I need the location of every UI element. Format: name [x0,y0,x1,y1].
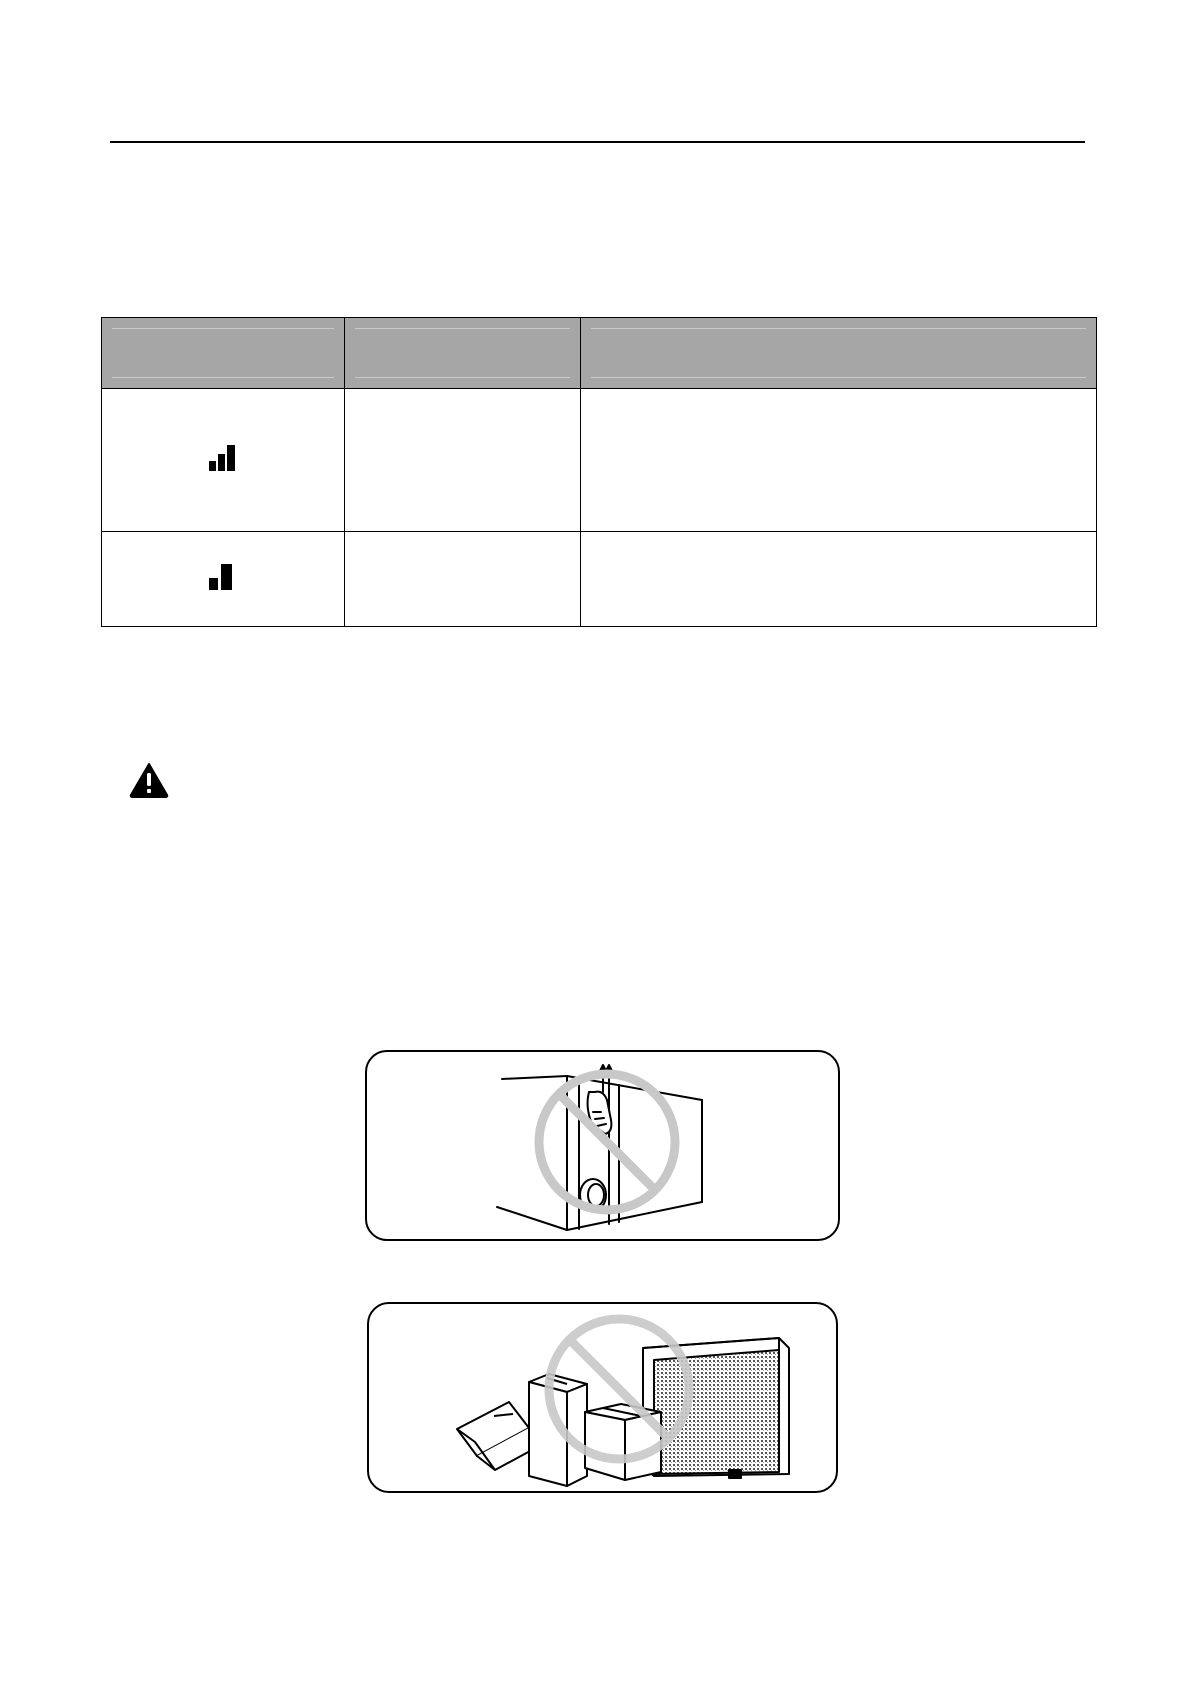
icon-cell [102,389,345,532]
mode-cell [345,389,581,532]
fan-speed-low-icon [209,564,237,590]
hand-touching-unit-icon [367,1052,838,1239]
header-rule [110,141,1085,143]
boxes-blocking-unit-icon [369,1304,836,1491]
description-cell [581,532,1097,627]
figure-do-not-block [367,1302,838,1493]
fan-mode-table [101,317,1097,627]
fan-speed-high-icon [209,445,237,471]
table-row [102,532,1097,627]
table-header-cell [345,318,581,389]
description-cell [581,389,1097,532]
table-row [102,389,1097,532]
table-header-row [102,318,1097,389]
figure-do-not-touch [365,1050,840,1241]
table-header-cell [102,318,345,389]
mode-cell [345,532,581,627]
icon-cell [102,532,345,627]
warning-triangle-icon [129,762,169,798]
table-header-cell [581,318,1097,389]
